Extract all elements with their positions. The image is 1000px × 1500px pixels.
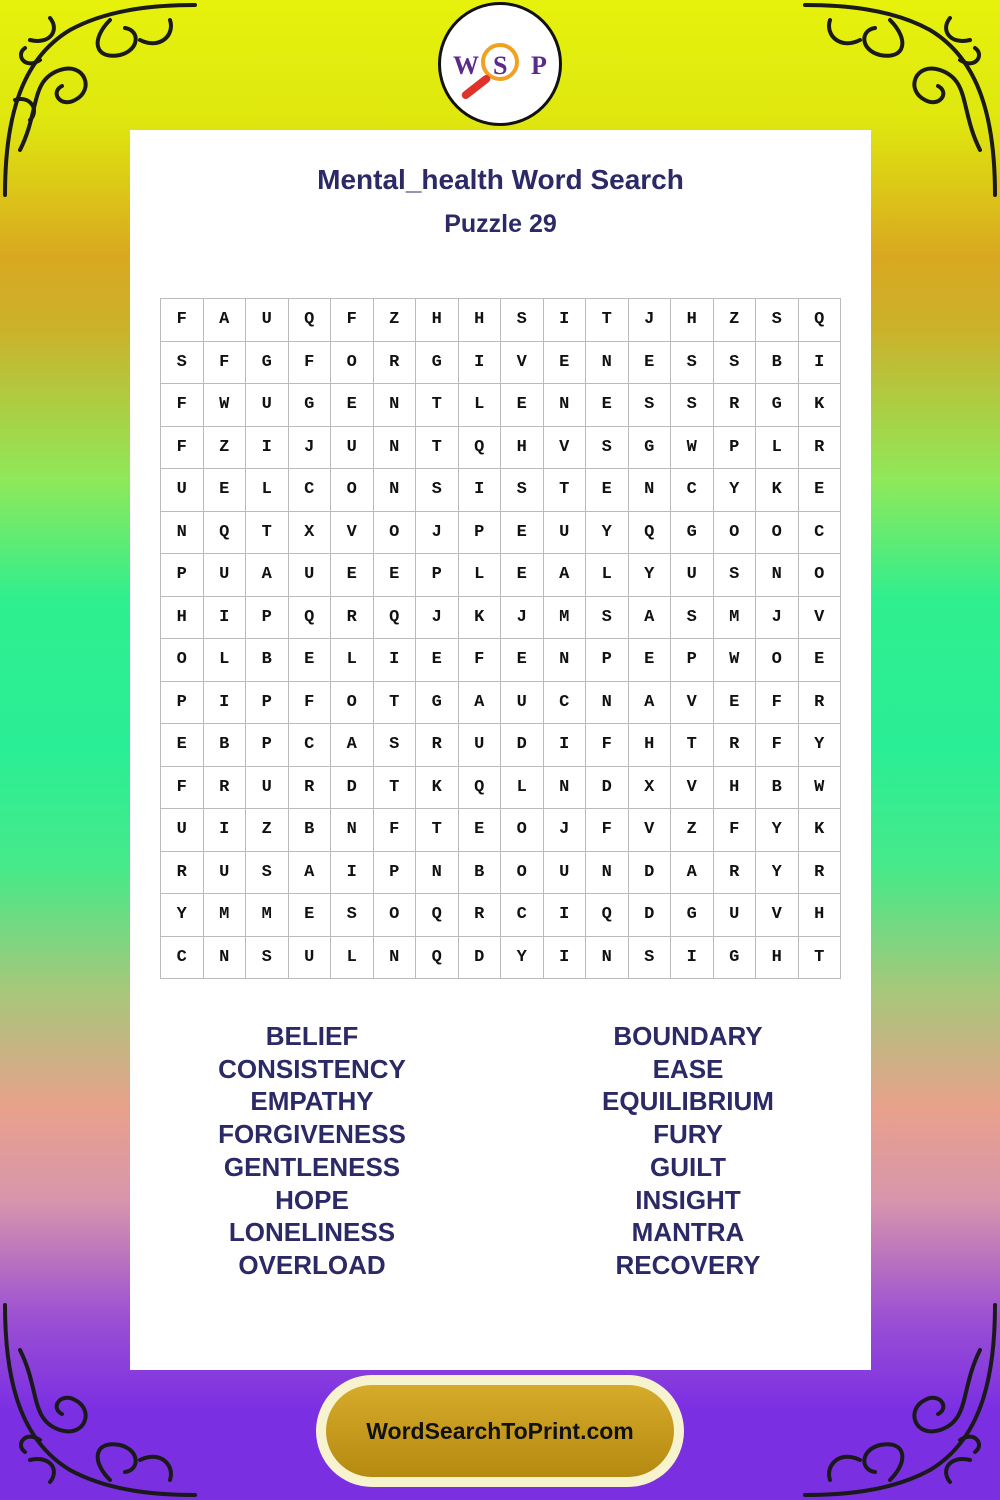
grid-cell[interactable]: D: [629, 852, 672, 895]
grid-cell[interactable]: G: [246, 342, 289, 385]
grid-cell[interactable]: E: [714, 682, 757, 725]
word-list-item: EMPATHY: [250, 1086, 374, 1117]
grid-cell[interactable]: Y: [799, 724, 842, 767]
grid-cell[interactable]: L: [331, 639, 374, 682]
grid-cell[interactable]: F: [161, 384, 204, 427]
grid-cell[interactable]: Q: [459, 767, 502, 810]
grid-cell[interactable]: U: [204, 852, 247, 895]
grid-cell[interactable]: O: [374, 894, 417, 937]
grid-cell[interactable]: R: [161, 852, 204, 895]
grid-cell[interactable]: R: [416, 724, 459, 767]
grid-cell[interactable]: D: [501, 724, 544, 767]
grid-cell[interactable]: P: [246, 597, 289, 640]
grid-cell[interactable]: H: [161, 597, 204, 640]
grid-cell[interactable]: G: [629, 427, 672, 470]
grid-cell[interactable]: N: [544, 639, 587, 682]
grid-cell[interactable]: T: [374, 682, 417, 725]
word-list-item: FURY: [653, 1119, 723, 1150]
word-list-item: EASE: [652, 1053, 724, 1084]
grid-cell[interactable]: O: [799, 554, 842, 597]
grid-cell[interactable]: J: [416, 597, 459, 640]
grid-cell[interactable]: U: [246, 767, 289, 810]
grid-cell[interactable]: D: [331, 767, 374, 810]
footer-badge: [316, 1375, 684, 1487]
grid-cell[interactable]: U: [544, 852, 587, 895]
grid-cell[interactable]: P: [161, 682, 204, 725]
grid-cell[interactable]: E: [586, 384, 629, 427]
grid-cell[interactable]: G: [756, 384, 799, 427]
grid-cell[interactable]: Q: [416, 937, 459, 980]
grid-cell[interactable]: A: [629, 682, 672, 725]
grid-cell[interactable]: E: [416, 639, 459, 682]
grid-cell[interactable]: E: [629, 639, 672, 682]
grid-cell[interactable]: S: [246, 937, 289, 980]
word-list-item: RECOVERY: [615, 1249, 761, 1280]
grid-cell[interactable]: G: [714, 937, 757, 980]
grid-cell[interactable]: R: [799, 427, 842, 470]
grid-cell[interactable]: G: [289, 384, 332, 427]
grid-cell[interactable]: Y: [629, 554, 672, 597]
grid-cell[interactable]: A: [246, 554, 289, 597]
grid-cell[interactable]: R: [374, 342, 417, 385]
grid-cell[interactable]: Q: [416, 894, 459, 937]
grid-cell[interactable]: B: [204, 724, 247, 767]
grid-cell[interactable]: D: [629, 894, 672, 937]
grid-cell[interactable]: T: [544, 469, 587, 512]
grid-cell[interactable]: A: [671, 852, 714, 895]
grid-cell[interactable]: C: [671, 469, 714, 512]
word-list-item: GENTLENESS: [223, 1151, 401, 1182]
letter-grid: [160, 298, 841, 979]
grid-cell[interactable]: U: [459, 724, 502, 767]
grid-cell[interactable]: T: [799, 937, 842, 980]
grid-cell[interactable]: W: [204, 384, 247, 427]
grid-cell[interactable]: H: [756, 937, 799, 980]
grid-cell[interactable]: T: [416, 384, 459, 427]
word-list-item: LONELINESS: [228, 1217, 396, 1248]
grid-cell[interactable]: E: [799, 639, 842, 682]
grid-cell[interactable]: E: [459, 809, 502, 852]
grid-cell[interactable]: T: [671, 724, 714, 767]
grid-cell[interactable]: E: [501, 554, 544, 597]
grid-cell[interactable]: M: [714, 597, 757, 640]
grid-cell[interactable]: U: [501, 682, 544, 725]
grid-cell[interactable]: F: [289, 342, 332, 385]
grid-cell[interactable]: T: [416, 427, 459, 470]
grid-cell[interactable]: A: [289, 852, 332, 895]
grid-cell[interactable]: O: [161, 639, 204, 682]
grid-cell[interactable]: G: [671, 894, 714, 937]
grid-cell[interactable]: U: [289, 554, 332, 597]
grid-cell[interactable]: P: [161, 554, 204, 597]
grid-cell[interactable]: A: [204, 299, 247, 342]
grid-cell[interactable]: F: [331, 299, 374, 342]
grid-cell[interactable]: R: [459, 894, 502, 937]
grid-cell[interactable]: E: [289, 639, 332, 682]
grid-cell[interactable]: H: [459, 299, 502, 342]
grid-cell[interactable]: B: [756, 342, 799, 385]
grid-cell[interactable]: I: [374, 639, 417, 682]
grid-cell[interactable]: L: [459, 384, 502, 427]
grid-cell[interactable]: O: [756, 512, 799, 555]
grid-cell[interactable]: Q: [289, 299, 332, 342]
grid-cell[interactable]: L: [586, 554, 629, 597]
grid-cell[interactable]: Q: [629, 512, 672, 555]
grid-cell[interactable]: V: [629, 809, 672, 852]
grid-cell[interactable]: W: [799, 767, 842, 810]
grid-cell[interactable]: E: [799, 469, 842, 512]
grid-cell[interactable]: U: [161, 809, 204, 852]
grid-cell[interactable]: M: [246, 894, 289, 937]
grid-cell[interactable]: O: [756, 639, 799, 682]
grid-cell[interactable]: T: [416, 809, 459, 852]
grid-cell[interactable]: K: [416, 767, 459, 810]
grid-cell[interactable]: N: [374, 937, 417, 980]
word-list-item: OVERLOAD: [238, 1249, 386, 1280]
word-list-right: [523, 1020, 853, 1282]
grid-cell[interactable]: S: [416, 469, 459, 512]
grid-cell[interactable]: O: [331, 469, 374, 512]
grid-cell[interactable]: O: [374, 512, 417, 555]
grid-cell[interactable]: P: [246, 724, 289, 767]
word-list-left: [147, 1020, 477, 1282]
grid-cell[interactable]: F: [586, 809, 629, 852]
grid-cell[interactable]: L: [501, 767, 544, 810]
grid-cell[interactable]: I: [204, 597, 247, 640]
grid-cell[interactable]: H: [416, 299, 459, 342]
grid-cell[interactable]: I: [331, 852, 374, 895]
grid-cell[interactable]: N: [374, 469, 417, 512]
grid-cell[interactable]: P: [586, 639, 629, 682]
grid-cell[interactable]: E: [586, 469, 629, 512]
grid-cell[interactable]: P: [416, 554, 459, 597]
grid-cell[interactable]: P: [671, 639, 714, 682]
grid-cell[interactable]: J: [544, 809, 587, 852]
grid-cell[interactable]: J: [289, 427, 332, 470]
grid-cell[interactable]: Z: [374, 299, 417, 342]
grid-cell[interactable]: F: [204, 342, 247, 385]
grid-cell[interactable]: D: [586, 767, 629, 810]
grid-cell[interactable]: F: [161, 427, 204, 470]
word-list-item: MANTRA: [631, 1217, 745, 1248]
grid-cell[interactable]: L: [204, 639, 247, 682]
grid-cell[interactable]: U: [204, 554, 247, 597]
grid-cell[interactable]: Z: [246, 809, 289, 852]
grid-cell[interactable]: S: [586, 597, 629, 640]
grid-cell[interactable]: S: [501, 469, 544, 512]
grid-cell[interactable]: S: [246, 852, 289, 895]
word-list-item: FORGIVENESS: [218, 1119, 406, 1150]
grid-cell[interactable]: S: [714, 554, 757, 597]
grid-cell[interactable]: S: [629, 937, 672, 980]
grid-cell[interactable]: Y: [714, 469, 757, 512]
grid-cell[interactable]: O: [331, 342, 374, 385]
grid-cell[interactable]: X: [629, 767, 672, 810]
grid-cell[interactable]: W: [671, 427, 714, 470]
grid-cell[interactable]: E: [161, 724, 204, 767]
grid-cell[interactable]: V: [544, 427, 587, 470]
grid-cell[interactable]: C: [501, 894, 544, 937]
grid-cell[interactable]: K: [756, 469, 799, 512]
grid-cell[interactable]: H: [501, 427, 544, 470]
grid-cell[interactable]: I: [459, 469, 502, 512]
grid-cell[interactable]: W: [714, 639, 757, 682]
grid-cell[interactable]: V: [799, 597, 842, 640]
grid-cell[interactable]: I: [544, 724, 587, 767]
grid-cell[interactable]: Z: [671, 809, 714, 852]
grid-cell[interactable]: S: [331, 894, 374, 937]
grid-cell[interactable]: V: [671, 682, 714, 725]
grid-cell[interactable]: U: [544, 512, 587, 555]
grid-cell[interactable]: S: [671, 384, 714, 427]
grid-cell[interactable]: C: [161, 937, 204, 980]
word-list-item: HOPE: [275, 1184, 349, 1215]
logo-letter-s: S: [493, 51, 508, 80]
grid-cell[interactable]: J: [756, 597, 799, 640]
grid-cell[interactable]: L: [331, 937, 374, 980]
grid-cell[interactable]: Y: [501, 937, 544, 980]
grid-cell[interactable]: Q: [289, 597, 332, 640]
word-list-item: INSIGHT: [635, 1184, 741, 1215]
grid-cell[interactable]: C: [544, 682, 587, 725]
page-title: Mental_health Word Search: [317, 164, 684, 195]
grid-cell[interactable]: A: [331, 724, 374, 767]
grid-cell[interactable]: A: [544, 554, 587, 597]
grid-cell[interactable]: Y: [586, 512, 629, 555]
grid-cell[interactable]: N: [544, 767, 587, 810]
grid-cell[interactable]: I: [544, 894, 587, 937]
grid-cell[interactable]: P: [374, 852, 417, 895]
grid-cell[interactable]: T: [246, 512, 289, 555]
grid-cell[interactable]: S: [374, 724, 417, 767]
grid-cell[interactable]: S: [671, 342, 714, 385]
grid-cell[interactable]: N: [374, 427, 417, 470]
grid-cell[interactable]: B: [459, 852, 502, 895]
grid-cell[interactable]: F: [161, 767, 204, 810]
grid-cell[interactable]: K: [799, 384, 842, 427]
grid-cell[interactable]: F: [374, 809, 417, 852]
grid-cell[interactable]: B: [756, 767, 799, 810]
grid-cell[interactable]: Q: [799, 299, 842, 342]
grid-cell[interactable]: C: [289, 724, 332, 767]
grid-cell[interactable]: L: [756, 427, 799, 470]
grid-cell[interactable]: H: [714, 767, 757, 810]
grid-cell[interactable]: V: [756, 894, 799, 937]
grid-cell[interactable]: S: [629, 384, 672, 427]
grid-cell[interactable]: N: [161, 512, 204, 555]
grid-cell[interactable]: F: [289, 682, 332, 725]
grid-cell[interactable]: R: [714, 852, 757, 895]
grid-cell[interactable]: S: [671, 597, 714, 640]
grid-cell[interactable]: N: [586, 682, 629, 725]
grid-cell[interactable]: R: [714, 384, 757, 427]
grid-cell[interactable]: E: [501, 512, 544, 555]
grid-cell[interactable]: E: [629, 342, 672, 385]
grid-cell[interactable]: P: [459, 512, 502, 555]
grid-cell[interactable]: H: [629, 724, 672, 767]
grid-cell[interactable]: F: [459, 639, 502, 682]
wsp-logo[interactable]: [438, 2, 562, 126]
word-list-item: EQUILIBRIUM: [602, 1086, 774, 1117]
grid-cell[interactable]: N: [331, 809, 374, 852]
grid-cell[interactable]: U: [671, 554, 714, 597]
grid-cell[interactable]: P: [714, 427, 757, 470]
grid-cell[interactable]: E: [501, 639, 544, 682]
grid-cell[interactable]: U: [714, 894, 757, 937]
grid-cell[interactable]: I: [204, 682, 247, 725]
grid-cell[interactable]: F: [756, 682, 799, 725]
grid-cell[interactable]: Q: [204, 512, 247, 555]
grid-cell[interactable]: C: [289, 469, 332, 512]
grid-cell[interactable]: L: [246, 469, 289, 512]
grid-cell[interactable]: I: [544, 937, 587, 980]
grid-cell[interactable]: B: [246, 639, 289, 682]
grid-cell[interactable]: Z: [714, 299, 757, 342]
word-list-item: CONSISTENCY: [218, 1053, 406, 1084]
grid-cell[interactable]: N: [374, 384, 417, 427]
grid-cell[interactable]: U: [331, 427, 374, 470]
grid-cell[interactable]: V: [501, 342, 544, 385]
grid-cell[interactable]: Y: [161, 894, 204, 937]
grid-cell[interactable]: N: [756, 554, 799, 597]
grid-cell[interactable]: H: [671, 299, 714, 342]
grid-cell[interactable]: R: [714, 724, 757, 767]
grid-cell[interactable]: N: [586, 342, 629, 385]
grid-cell[interactable]: I: [459, 342, 502, 385]
grid-cell[interactable]: L: [459, 554, 502, 597]
grid-cell[interactable]: E: [374, 554, 417, 597]
grid-cell[interactable]: F: [586, 724, 629, 767]
puzzle-panel: [130, 130, 871, 1370]
logo-letter-w: W: [453, 51, 479, 80]
grid-cell[interactable]: S: [714, 342, 757, 385]
word-list-item: BOUNDARY: [613, 1021, 763, 1051]
grid-cell[interactable]: S: [756, 299, 799, 342]
grid-cell[interactable]: R: [204, 767, 247, 810]
grid-cell[interactable]: Q: [374, 597, 417, 640]
grid-cell[interactable]: A: [629, 597, 672, 640]
grid-cell[interactable]: F: [161, 299, 204, 342]
grid-cell[interactable]: E: [544, 342, 587, 385]
grid-cell[interactable]: R: [331, 597, 374, 640]
grid-cell[interactable]: A: [459, 682, 502, 725]
grid-cell[interactable]: N: [629, 469, 672, 512]
grid-cell[interactable]: Q: [459, 427, 502, 470]
grid-cell[interactable]: B: [289, 809, 332, 852]
grid-cell[interactable]: U: [246, 299, 289, 342]
grid-cell[interactable]: E: [331, 554, 374, 597]
grid-cell[interactable]: J: [629, 299, 672, 342]
grid-cell[interactable]: T: [374, 767, 417, 810]
word-list-item: GUILT: [649, 1151, 727, 1182]
grid-cell[interactable]: N: [544, 384, 587, 427]
grid-cell[interactable]: T: [586, 299, 629, 342]
grid-cell[interactable]: K: [459, 597, 502, 640]
grid-cell[interactable]: V: [671, 767, 714, 810]
grid-cell[interactable]: V: [331, 512, 374, 555]
grid-cell[interactable]: O: [714, 512, 757, 555]
grid-cell[interactable]: P: [246, 682, 289, 725]
grid-cell[interactable]: E: [331, 384, 374, 427]
grid-cell[interactable]: S: [586, 427, 629, 470]
grid-cell[interactable]: U: [289, 937, 332, 980]
grid-cell[interactable]: I: [671, 937, 714, 980]
grid-cell[interactable]: U: [246, 384, 289, 427]
grid-cell[interactable]: E: [501, 384, 544, 427]
puzzle-number: Puzzle 29: [444, 210, 557, 238]
grid-cell[interactable]: I: [799, 342, 842, 385]
grid-cell[interactable]: R: [799, 682, 842, 725]
site-link-button[interactable]: WordSearchToPrint.com: [326, 1385, 674, 1477]
grid-cell[interactable]: O: [331, 682, 374, 725]
grid-cell[interactable]: E: [289, 894, 332, 937]
grid-cell[interactable]: N: [416, 852, 459, 895]
grid-cell[interactable]: H: [799, 894, 842, 937]
grid-cell[interactable]: S: [161, 342, 204, 385]
grid-cell[interactable]: F: [756, 724, 799, 767]
grid-cell[interactable]: J: [501, 597, 544, 640]
grid-cell[interactable]: M: [204, 894, 247, 937]
grid-cell[interactable]: Y: [756, 852, 799, 895]
word-list-item: BELIEF: [265, 1021, 359, 1051]
grid-cell[interactable]: D: [459, 937, 502, 980]
grid-cell[interactable]: K: [799, 809, 842, 852]
grid-cell[interactable]: O: [501, 809, 544, 852]
grid-cell[interactable]: N: [586, 852, 629, 895]
grid-cell[interactable]: E: [204, 469, 247, 512]
grid-cell[interactable]: I: [246, 427, 289, 470]
grid-cell[interactable]: N: [204, 937, 247, 980]
grid-cell[interactable]: J: [416, 512, 459, 555]
logo-letter-p: P: [531, 51, 547, 80]
grid-cell[interactable]: I: [544, 299, 587, 342]
grid-cell[interactable]: M: [544, 597, 587, 640]
grid-cell[interactable]: S: [501, 299, 544, 342]
grid-cell[interactable]: G: [416, 682, 459, 725]
grid-cell[interactable]: I: [204, 809, 247, 852]
grid-cell[interactable]: R: [289, 767, 332, 810]
grid-cell[interactable]: Y: [756, 809, 799, 852]
grid-cell[interactable]: F: [714, 809, 757, 852]
grid-cell[interactable]: N: [586, 937, 629, 980]
grid-cell[interactable]: Q: [586, 894, 629, 937]
grid-cell[interactable]: X: [289, 512, 332, 555]
grid-cell[interactable]: G: [671, 512, 714, 555]
grid-cell[interactable]: G: [416, 342, 459, 385]
grid-cell[interactable]: U: [161, 469, 204, 512]
grid-cell[interactable]: C: [799, 512, 842, 555]
grid-cell[interactable]: R: [799, 852, 842, 895]
grid-cell[interactable]: O: [501, 852, 544, 895]
grid-cell[interactable]: Z: [204, 427, 247, 470]
